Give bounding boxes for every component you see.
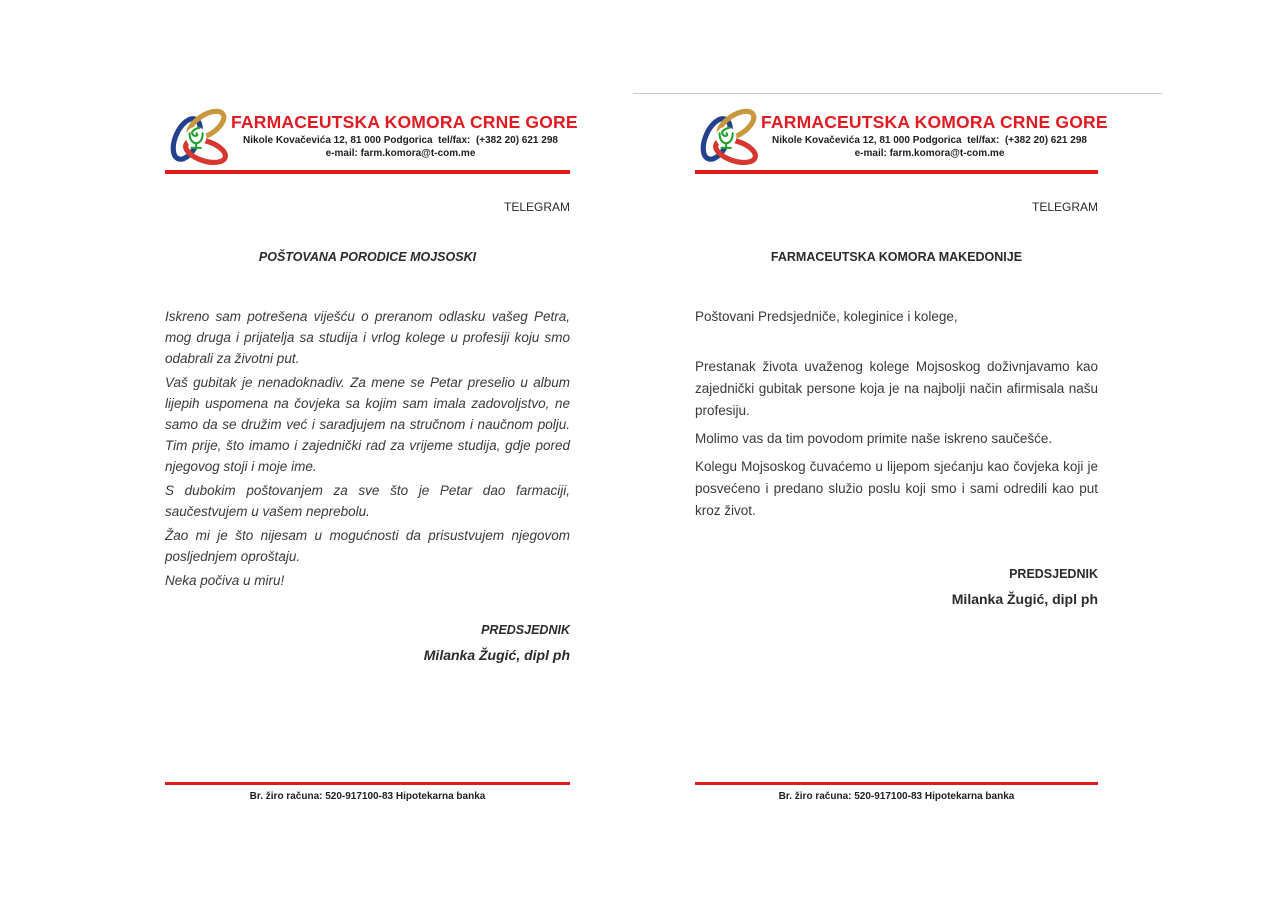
page-footer (695, 782, 1098, 803)
letterhead (165, 106, 578, 168)
org-address: Nikole Kovačevića 12, 81 000 Podgorica tel/fax: (+382 20) 621 298 (772, 135, 1087, 146)
signature-block (165, 622, 570, 664)
page-top-edge-line (633, 93, 1162, 94)
org-email: e-mail: farm.komora@t-com.me (854, 148, 1005, 159)
footer-rule (695, 782, 1098, 785)
signer-title: PREDSJEDNIK (1009, 567, 1098, 581)
paragraph: S dubokim poštovanjem za sve što je Petar dao farmaciji, saučestvujem u vašem neprebolu. (165, 483, 570, 519)
signer-title: PREDSJEDNIK (481, 623, 570, 637)
letterhead (695, 106, 1108, 168)
paragraph: Kolegu Mojsoskog čuvaćemo u lijepom sjećanju kao čovjeka koji je posvećeno i predano služio poslu koji smo i sami odredili kao put kroz život. (695, 459, 1098, 518)
letter-page-left (165, 106, 578, 818)
doc-type-label: TELEGRAM (503, 200, 570, 214)
pharmacy-chamber-logo (165, 108, 231, 168)
bank-account-info: Br. žiro računa: 520-917100-83 Hipotekarna banka (249, 791, 486, 802)
salutation: Poštovani Predsjedniče, koleginice i kolege, (695, 309, 958, 324)
paragraph: Molimo vas da tim povodom primite naše iskreno saučešće. (695, 431, 1053, 446)
paragraph: Vaš gubitak je nenadoknadiv. Za mene se Petar preselio u album lijepih uspomena na čovjeka sa kojim sam imala zadovoljstvo, ne samo da se družim već i saradjujem na stručnom i naučnom polju. Tim prije, što imamo i zajednički rad za vrijeme studija, gdje pored njegovog stoji i moje ime. (165, 375, 570, 474)
letter-body (695, 306, 1098, 522)
letter-page-right (695, 106, 1108, 818)
paragraph: Žao mi je što nijesam u mogućnosti da prisustvujem njegovom posljednjem oproštaju. (165, 528, 570, 564)
paragraph: Neka počiva u miru! (165, 573, 285, 588)
paragraph: Prestanak života uvaženog kolege Mojsoskog doživnjavamo kao zajednički gubitak persone koja je na najbolji način afirmisala našu profesiju. (695, 359, 1098, 418)
pharmacy-chamber-logo (695, 108, 761, 168)
recipient-title: POŠTOVANA PORODICE MOJSOSKI (258, 250, 477, 264)
org-name: FARMACEUTSKA KOMORA CRNE GORE (231, 112, 578, 132)
letter-body (165, 306, 570, 591)
page-footer (165, 782, 570, 803)
footer-rule (165, 782, 570, 785)
org-name: FARMACEUTSKA KOMORA CRNE GORE (761, 112, 1108, 132)
doc-type-label: TELEGRAM (1031, 200, 1098, 214)
org-email: e-mail: farm.komora@t-com.me (325, 148, 476, 159)
signer-name: Milanka Žugić, dipl ph (951, 591, 1098, 607)
signature-block (695, 566, 1098, 608)
recipient-title: FARMACEUTSKA KOMORA MAKEDONIJE (770, 250, 1023, 264)
paragraph: Iskreno sam potrešena viješću o preranom odlasku vašeg Petra, mog druga i prijatelja sa studija i vrlog kolege u profesiji koju smo odabrali za životni put. (165, 309, 570, 366)
signer-name: Milanka Žugić, dipl ph (423, 647, 570, 663)
header-rule (695, 170, 1098, 174)
org-address: Nikole Kovačevića 12, 81 000 Podgorica tel/fax: (+382 20) 621 298 (243, 135, 558, 146)
bank-account-info: Br. žiro računa: 520-917100-83 Hipotekarna banka (778, 791, 1015, 802)
header-rule (165, 170, 570, 174)
